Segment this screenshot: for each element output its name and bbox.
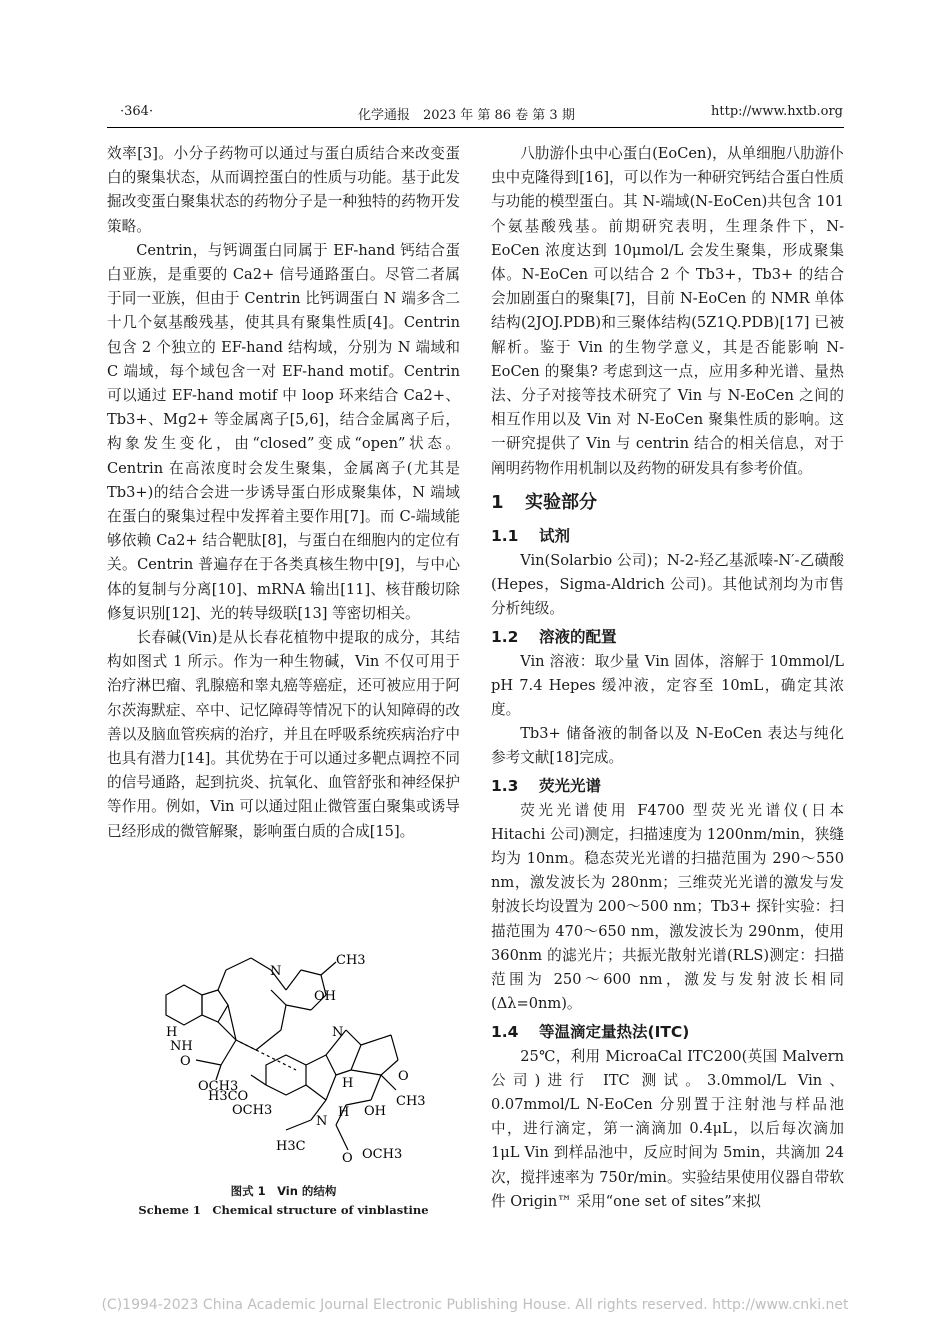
paragraph: Centrin，与钙调蛋白同属于 EF-hand 钙结合蛋白亚族，是重要的 Ca2+ 信号通路蛋白。尽管二者属于同一亚族，但由于 Centrin 比钙调蛋白 N 端多含二十几个氨基酸残基，使其具有聚集性质[4]。Centrin 包含 2 个独立的 EF-hand 结构域，分别为 N 端域和 C 端域，每个域包含一对 EF-hand motif。Centrin 可以通过 EF-hand motif 中 loop 环来结合 Ca2+、Tb3+、Mg2+ 等金属离子[5,6]，结合金属离子后，构象发生变化，由“closed”变成“open”状态。Centrin 在高浓度时会发生聚集，金属离子(尤其是 Tb3+)的结合会进一步诱导蛋白形成聚集体，N 端域在蛋白的聚集过程中发挥着主要作用[7]。而 C-端域能够依赖 Ca2+ 结合靶肽[8]，与蛋白在细胞内的定位有关。Centrin 普遍存在于各类真核生物中[9]，与中心体的复制与分离[10]、mRNA 输出[11]、核苷酸切除修复识别[12]、光的转导级联[13] 等密切相关。 [107,241,460,622]
paragraph: Vin(Solarbio 公司)；N-2-羟乙基派嗪-N′-乙磺酸(Hepes，Sigma-Aldrich 公司)。其他试剂均为市售分析纯级。 [491,552,844,618]
right-column [491,142,844,1214]
atom-label: O [180,1054,191,1069]
atom-label: N [316,1114,328,1129]
atom-label: N [270,964,282,979]
vinblastine-structure [136,950,426,1175]
subsection-number: 1.2 [491,627,519,646]
atom-label: OCH3 [198,1079,239,1094]
atom-label: NH [170,1039,193,1054]
figure-caption-en: Scheme 1 Chemical structure of vinblastine [138,1203,429,1217]
atom-label: OCH3 [362,1147,403,1162]
page-number: ·364· [120,104,154,119]
paragraph: Vin 溶液：取少量 Vin 固体，溶解于 10mmol/L pH 7.4 Hepes 缓冲液，定容至 10mL，确定其浓度。 [491,652,844,719]
paragraph: Tb3+ 储备液的制备以及 N-EoCen 表达与纯化参考文献[18]完成。 [491,725,844,767]
atom-label: H [342,1076,354,1091]
atom-label: OCH3 [232,1103,273,1118]
left-column [107,142,460,844]
atom-label: H3C [276,1139,306,1154]
subsection-heading [491,773,844,799]
subsection-heading [491,523,844,549]
atom-label: O [398,1069,409,1084]
subsection-heading [491,624,844,650]
subsection-title: 试剂 [539,527,571,546]
copyright-footer: (C)1994-2023 China Academic Journal Electronic Publishing House. All rights reserved. http://www.cnki.net [101,1297,849,1313]
subsection-heading [491,1019,844,1045]
subsection-title: 等温滴定量热法(ITC) [539,1022,690,1041]
atom-label: O [342,1151,353,1166]
paragraph: 长春碱(Vin)是从长春花植物中提取的成分，其结构如图式 1 所示。作为一种生物碱，Vin 不仅可用于治疗淋巴瘤、乳腺癌和睾丸癌等癌症，还可被应用于阿尔茨海默症、卒中、记忆障碍等情况下的认知障碍的改善以及脑血管疾病的治疗，并且在呼吸系统疾病治疗中也具有潜力[14]。其优势在于可以通过多靶点调控不同的信号通路，起到抗炎、抗氧化、血管舒张和神经保护等作用。例如，Vin 可以通过阻止微管蛋白聚集或诱导已经形成的微管解聚，影响蛋白质的合成[15]。 [107,629,460,840]
atom-label: H [166,1025,178,1040]
journal-url: http://www.hxtb.org [711,104,843,119]
atom-label: OH [314,989,336,1004]
paragraph: 荧光光谱使用 F4700 型荧光光谱仪(日本 Hitachi 公司)测定，扫描速度为 1200nm/min，狭缝均为 10nm。稳态荧光光谱的扫描范围为 290～550 nm，激发波长为 280nm；三维荧光光谱的激发与发射波长均设置为 200～500 nm；Tb3+ 探针实验：扫描范围为 470～650 nm，激发波长为 290nm，使用 360nm 的滤光片；共振光散射光谱(RLS)测定：扫描范围为 250～600 nm，激发与发射波长相同(Δλ=0nm)。 [491,801,844,1013]
section-heading [491,491,844,515]
journal-header: 化学通报 2023 年 第 86 卷 第 3 期 [358,108,575,123]
paragraph: 效率[3]。小分子药物可以通过与蛋白质结合来改变蛋白的聚集状态，从而调控蛋白的性质与功能。基于此发掘改变蛋白聚集状态的药物分子是一种独特的药物开发策略。 [107,145,460,235]
atom-label: H [338,1105,350,1120]
subsection-number: 1.1 [491,527,519,546]
atom-label: H3CO [208,1089,249,1104]
atom-label: N [332,1025,344,1040]
header-rule [107,127,844,128]
paragraph: 25℃，利用 MicroaCal ITC200(英国 Malvern 公司)进行 ITC 测试。3.0mmol/L Vin、0.07mmol/L N-EoCen 分别置于注射池与样品池中，进行滴定，第一滴滴加 0.4μL，以后每次滴加 1μL Vin 到样品池中，反应时间为 5min，共滴加 24 次，搅拌速率为 750r/min。实验结果使用仪器自带软件 Origin™ 采用“one set of sites”来拟 [491,1047,844,1210]
subsection-title: 溶液的配置 [539,627,617,646]
subsection-number: 1.4 [491,1022,519,1041]
section-number: 1 [491,491,504,513]
atom-label: OH [364,1104,386,1119]
atom-label: CH3 [336,953,366,968]
figure-caption-cn: 图式 1 Vin 的结构 [230,1184,337,1198]
atom-label: CH3 [396,1094,426,1109]
subsection-title: 荧光光谱 [539,776,602,795]
paragraph: 八肋游仆虫中心蛋白(EoCen)，从单细胞八肋游仆虫中克隆得到[16]，可以作为一种研究钙结合蛋白性质与功能的模型蛋白。其 N-端域(N-EoCen)共包含 101 个氨基酸残基。前期研究表明，生理条件下，N-EoCen 浓度达到 10μmol/L 会发生聚集，形成聚集体。N-EoCen 可以结合 2 个 Tb3+，Tb3+ 的结合会加剧蛋白的聚集[7]，目前 N-EoCen 的 NMR 单体结构(2JOJ.PDB)和三聚体结构(5Z1Q.PDB)[17] 已被解析。鉴于 Vin 的生物学意义，其是否能影响 N-EoCen 的聚集? 考虑到这一点，应用多种光谱、量热法、分子对接等技术研究了 Vin 与 N-EoCen 之间的相互作用以及 Vin 对 N-EoCen 聚集性质的影响。这一研究提供了 Vin 与 centrin 结合的相关信息，对于阐明药物作用机制以及药物的研发具有参考价值。 [491,145,844,477]
section-title: 实验部分 [525,491,597,513]
subsection-number: 1.3 [491,776,519,795]
